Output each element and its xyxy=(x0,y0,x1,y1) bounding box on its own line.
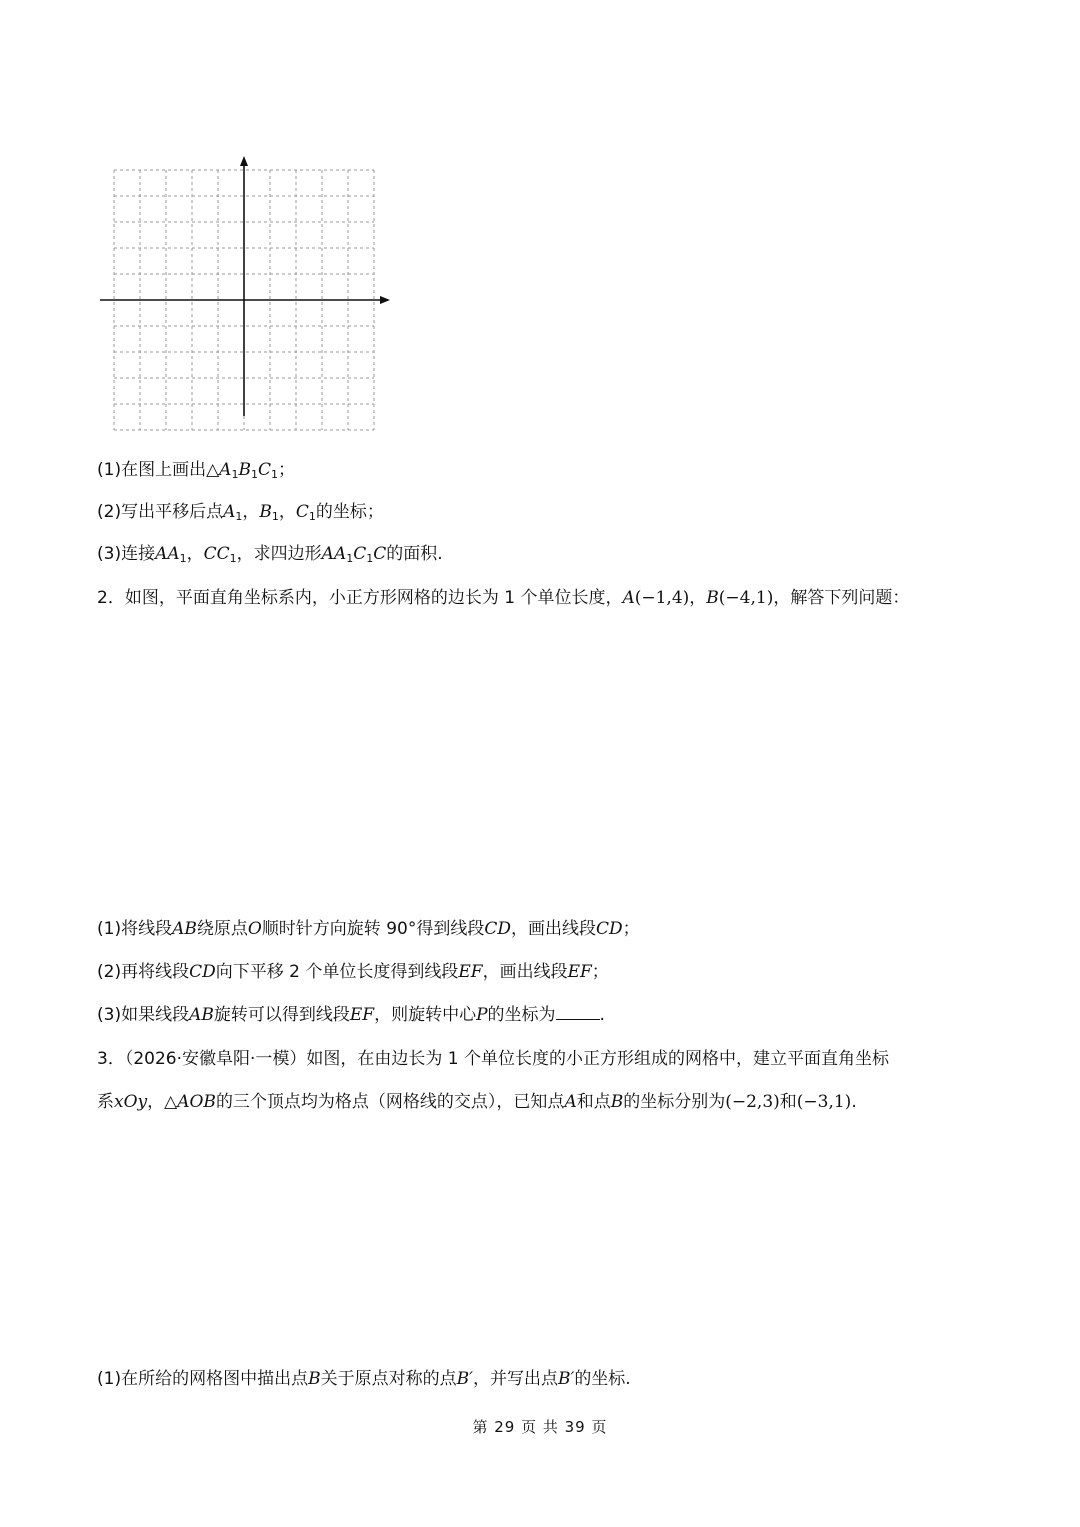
y-axis-arrow-icon xyxy=(240,156,248,166)
q2-part-2: (2)再将线段CD向下平移 2 个单位长度得到线段EF，画出线段EF； xyxy=(97,962,609,982)
q3-line-2: 系xOy，△AOB的三个顶点均为格点（网格线的交点），已知点A和点B的坐标分别为(−2,3)和(−3,1). xyxy=(97,1092,857,1112)
answer-blank[interactable] xyxy=(556,1004,600,1020)
q2-intro: 2．如图，平面直角坐标系内，小正方形网格的边长为 1 个单位长度，A(−1,4)，B(−4,1)，解答下列问题： xyxy=(97,588,910,608)
figure-2-segment-ab xyxy=(95,620,385,910)
q1-part-2: (2)写出平移后点$A_1$，$B_1$，$C_1$的坐标； xyxy=(97,502,384,523)
q2-part-3: (3)如果线段AB旋转可以得到线段EF，则旋转中心P的坐标为 . xyxy=(97,1005,605,1025)
q2-part-1: (1)将线段AB绕原点O顺时针方向旋转 90°得到线段CD，画出线段CD； xyxy=(97,919,640,939)
q1-part-1: (1)在图上画出$\triangle A_1B_1C_1$； xyxy=(97,460,295,481)
x-axis-arrow-icon xyxy=(380,296,390,304)
page-footer: 第 29 页 共 39 页 xyxy=(472,1418,608,1436)
figure-3-triangle-aob xyxy=(95,1125,330,1355)
figure-1-triangle-abc xyxy=(95,135,415,440)
q1-part-3: (3)连接$AA_1$，$CC_1$，求四边形$AA_1C_1C$的面积. xyxy=(97,544,443,565)
q3-line-1: 3．（2026·安徽阜阳·一模）如图，在由边长为 1 个单位长度的小正方形组成的网格中，建立平面直角坐标 xyxy=(97,1049,890,1069)
q3-part-1: (1)在所给的网格图中描出点B关于原点对称的点B′，并写出点B′的坐标. xyxy=(97,1369,631,1389)
